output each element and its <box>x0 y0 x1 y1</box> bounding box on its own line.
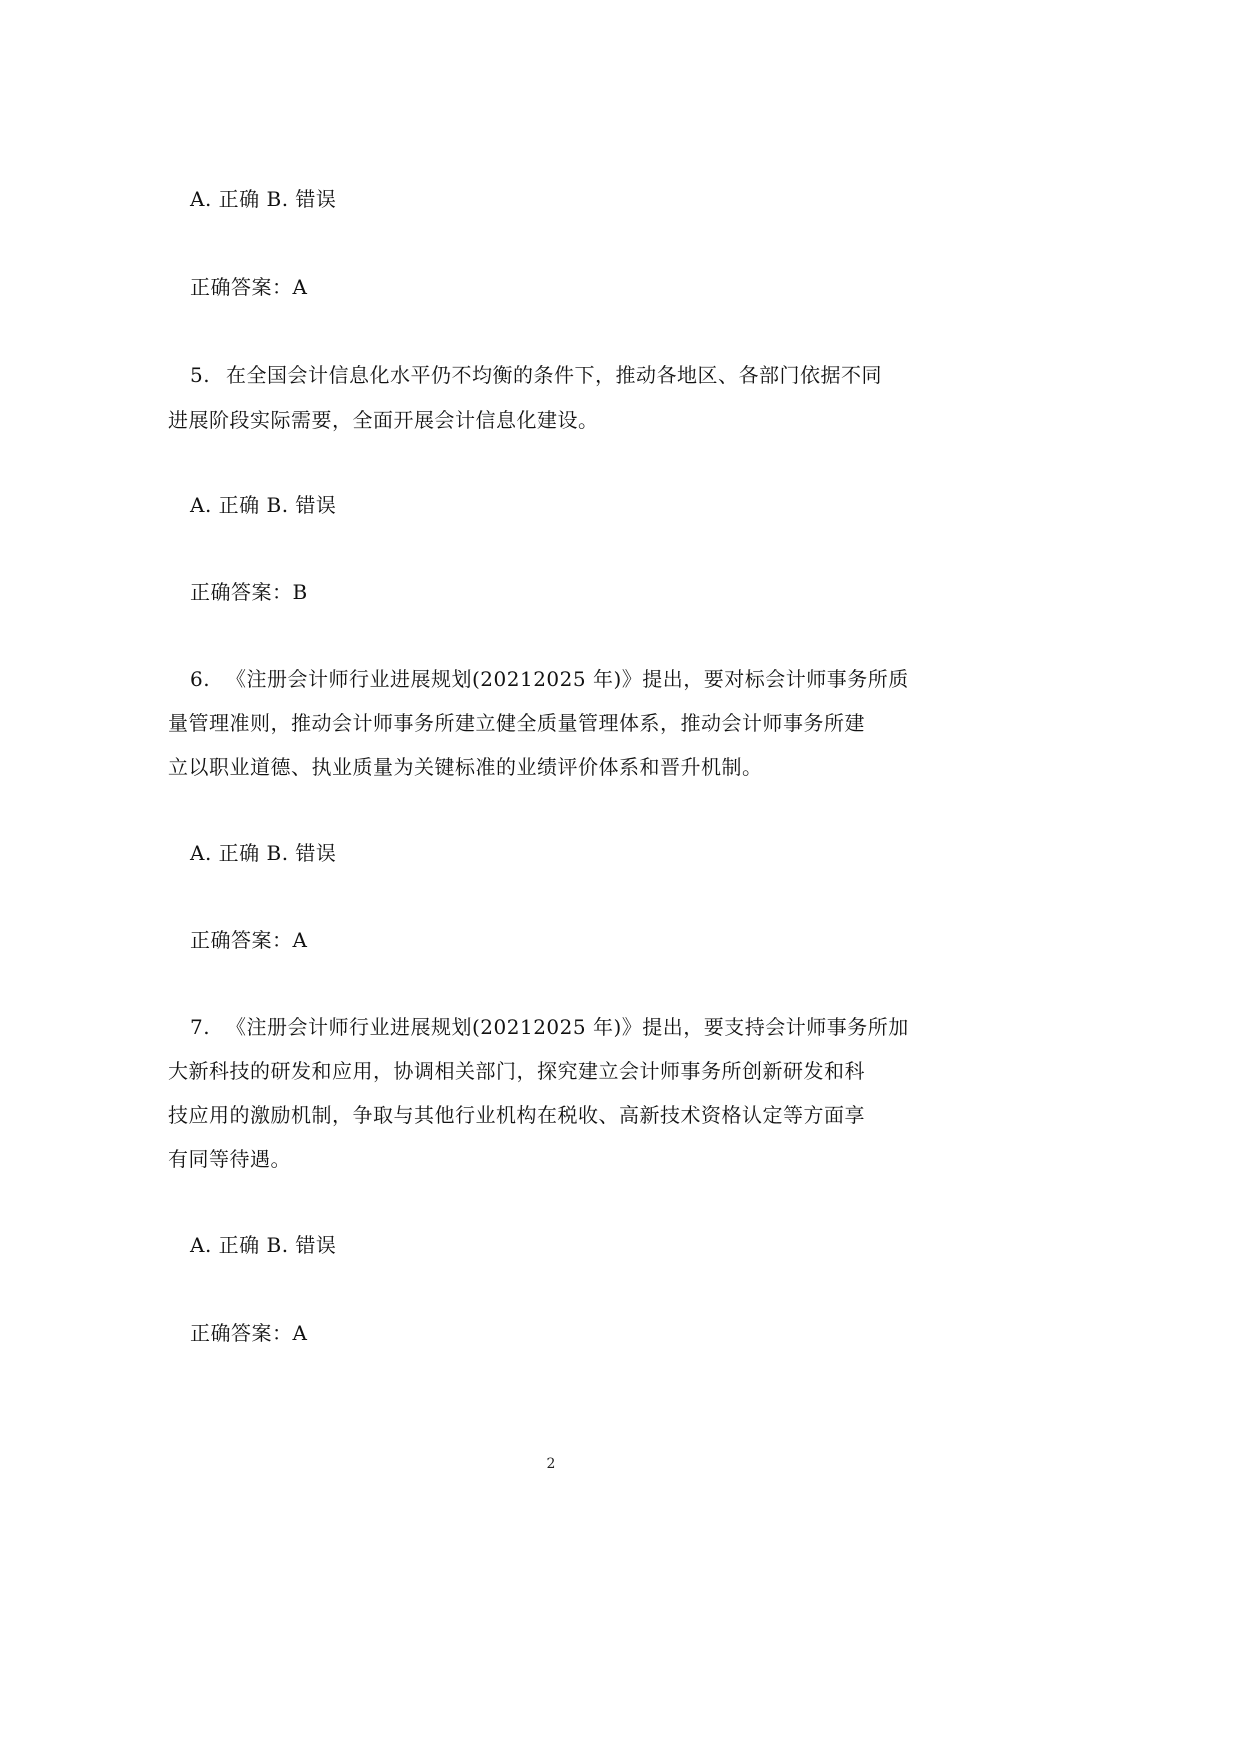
question-number: 5. <box>190 363 211 387</box>
question-number: 6. <box>190 667 211 691</box>
question-7-line-1 <box>190 1012 909 1042</box>
question-6-line-2: 量管理准则，推动会计师事务所建立健全质量管理体系，推动会计师事务所建 <box>168 711 865 735</box>
question-number: 7. <box>190 1015 211 1039</box>
options-line: A. 正确 B. 错误 <box>190 1233 337 1257</box>
question-text: 《注册会计师行业进展规划(20212025 年)》提出，要对标会计师事务所质 <box>226 667 909 691</box>
question-7-line-4: 有同等待遇。 <box>168 1147 291 1171</box>
question-6-line-3: 立以职业道德、执业质量为关键标准的业绩评价体系和晋升机制。 <box>168 755 763 779</box>
question-7-line-2: 大新科技的研发和应用，协调相关部门，探究建立会计师事务所创新研发和科 <box>168 1059 865 1083</box>
question-5-line-2: 进展阶段实际需要，全面开展会计信息化建设。 <box>168 408 599 432</box>
options-line: A. 正确 B. 错误 <box>190 187 337 211</box>
options-line: A. 正确 B. 错误 <box>190 841 337 865</box>
question-7-line-3: 技应用的激励机制，争取与其他行业机构在税收、高新技术资格认定等方面享 <box>168 1103 865 1127</box>
question-6-line-1 <box>190 664 909 694</box>
answer-line: 正确答案：A <box>190 928 308 952</box>
question-text: 在全国会计信息化水平仍不均衡的条件下，推动各地区、各部门依据不同 <box>226 363 882 387</box>
question-5-line-1 <box>190 360 882 390</box>
question-text: 《注册会计师行业进展规划(20212025 年)》提出，要支持会计师事务所加 <box>226 1015 909 1039</box>
page-number: 2 <box>546 1456 556 1472</box>
answer-line: 正确答案：A <box>190 275 308 299</box>
answer-line: 正确答案：B <box>190 580 308 604</box>
options-line: A. 正确 B. 错误 <box>190 493 337 517</box>
answer-line: 正确答案：A <box>190 1321 308 1345</box>
